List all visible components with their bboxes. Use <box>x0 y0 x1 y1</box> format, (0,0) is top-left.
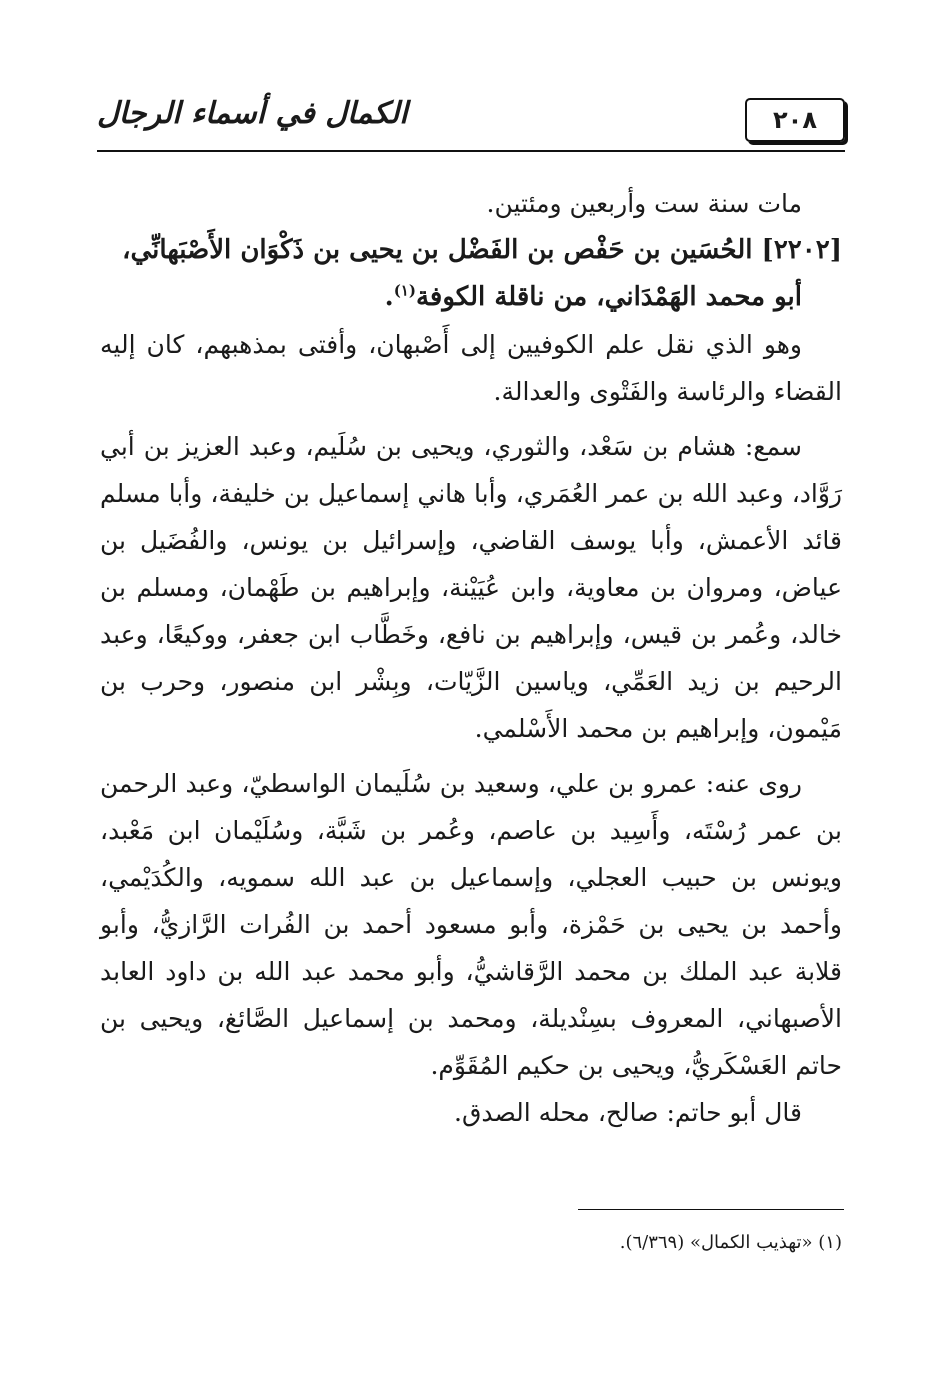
entry-heading-continued <box>100 274 842 321</box>
page-header <box>97 92 845 154</box>
paragraph-verdict: قال أبو حاتم: صالح، محله الصدق. <box>454 1098 802 1127</box>
running-title: الكمال في أسماء الرجال <box>97 96 408 131</box>
footnote-1: (١) «تهذيب الكمال» (٦/٣٦٩). <box>619 1232 842 1253</box>
entry-heading-line1: [٢٢٠٢] الحُسَين بن حَفْص بن الفَضْل بن يحيى بن ذَكْوَان الأَصْبَهانِّي، <box>122 235 842 265</box>
entry-heading-line2: أبو محمد الهَمْدَاني، من ناقلة الكوفة <box>415 282 802 312</box>
paragraph-narrated-by: روى عنه: عمرو بن علي، وسعيد بن سُلَيمان الواسطيّ، وعبد الرحمن بن عمر رُسْتَه، وأَسِيد بن عاصم، وعُمر بن شَبَّة، وسُلَيْمان ابن مَعْبد، ويونس بن حبيب العجلي، وإسماعيل بن عبد الله سمويه، والكُدَيْمي، وأحمد بن يحيى بن حَمْزة، وأبو مسعود أحمد بن الفُرات الرَّازيُّ، وأبو قلابة عبد الملك بن محمد الرَّقاشيُّ، وأبو محمد عبد الله بن داود العابد الأصبهاني، المعروف بسِنْديلة، ومحمد بن إسماعيل الصَّائغ، ويحيى بن حاتم العَسْكَريُّ، ويحيى بن حكيم المُقَوِّم. <box>100 769 842 1080</box>
paragraph-heard-from: سمع: هشام بن سَعْد، والثوري، ويحيى بن سُلَيم، وعبد العزيز بن أبي رَوَّاد، وعبد الله بن عمر العُمَري، وأبا هاني إسماعيل بن خليفة، وأبا مسلم قائد الأعمش، وأبا يوسف القاضي، وإسرائيل بن يونس، والفُضَيل بن عياض، ومروان بن معاوية، وابن عُيَيْنة، وإبراهيم بن طَهْمان، ومسلم بن خالد، وعُمر بن قيس، وإبراهيم بن نافع، وخَطَّاب ابن جعفر، ووكيعًا، وعبد الرحيم بن زيد العَمِّي، وياسين الزَّيّات، وبِشْر ابن منصور، وحرب بن مَيْمون، وإبراهيم بن محمد الأَسْلمي. <box>100 432 842 743</box>
spacer <box>100 415 842 423</box>
header-rule <box>97 150 845 152</box>
entry-heading-end: . <box>384 282 394 312</box>
footnote-separator <box>578 1209 844 1210</box>
page-number: ٢٠٨ <box>745 98 845 142</box>
entry-heading <box>100 227 842 274</box>
paragraph-intro: وهو الذي نقل علم الكوفيين إلى أَصْبهان، وأفتى بمذهبهم، كان إليه القضاء والرئاسة والفَتْوى والعدالة. <box>100 330 842 406</box>
main-text <box>100 180 842 1136</box>
previous-entry-end: مات سنة ست وأربعين ومئتين. <box>486 189 802 218</box>
spacer <box>100 752 842 760</box>
footnote-ref[interactable]: (١) <box>393 281 416 300</box>
